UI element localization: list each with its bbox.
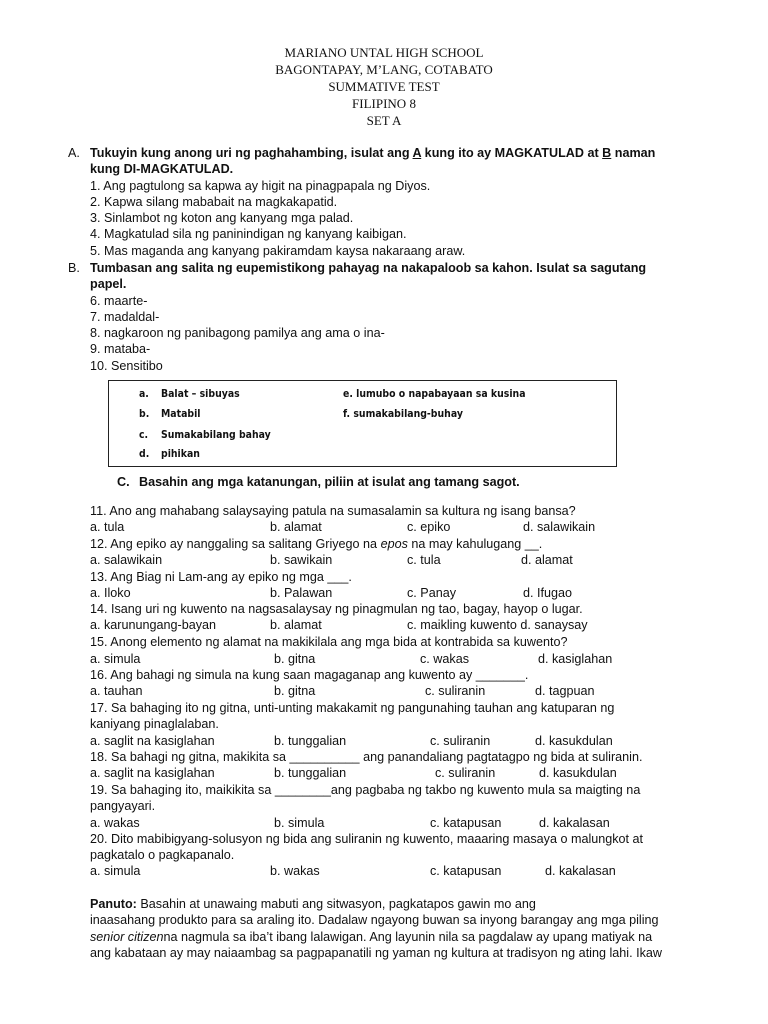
q13-option-c: c. Panay [407, 586, 457, 600]
section-c-instruction: Basahin ang mga katanungan, piliin at isulat ang tamang sagot. [139, 475, 520, 489]
item-10: 10. Sensitibo [90, 359, 163, 373]
q13-option-b: b. Palawan [270, 586, 333, 600]
school-name: MARIANO UNTAL HIGH SCHOOL [284, 45, 484, 60]
choice-b: Matabil [161, 407, 201, 420]
q19-option-a: a. wakas [90, 816, 140, 830]
question-15: 15. Anong elemento ng alamat na makikilala ang mga bida at kontrabida sa kuwento? [90, 635, 568, 649]
q15-option-c: c. wakas [420, 652, 469, 666]
q18-option-a: a. saglit na kasiglahan [90, 766, 215, 780]
choice-b-marker: b. [139, 407, 150, 420]
question-20: 20. Dito mabibigyang-solusyon ng bida ang suliranin ng kuwento, maaaring masaya o malungkot at [90, 832, 644, 846]
section-b-letter: B. [68, 261, 80, 275]
choice-f: f. sumakabilang-buhay [343, 407, 463, 420]
q14-option-a: a. karunungang-bayan [90, 618, 217, 632]
section-a-instruction: Tukuyin kung anong uri ng paghahambing, isulat ang A kung ito ay MAGKATULAD at B naman [90, 146, 656, 160]
q16-option-d: d. tagpuan [535, 684, 595, 698]
choice-c-marker: c. [139, 428, 149, 441]
q16-option-a: a. tauhan [90, 684, 143, 698]
test-type: SUMMATIVE TEST [328, 79, 440, 94]
section-b-instruction-cont: papel. [90, 277, 127, 291]
q13-option-d: d. Ifugao [523, 586, 573, 600]
q11-option-a: a. tula [90, 520, 125, 534]
item-8: 8. nagkaroon ng panibagong pamilya ang ama o ina- [90, 326, 385, 340]
item-5: 5. Mas maganda ang kanyang pakiramdam kaysa nakaraang araw. [90, 244, 466, 258]
q12-option-a: a. salawikain [90, 553, 163, 567]
q12-option-b: b. sawikain [270, 553, 333, 567]
q12-option-c: c. tula [407, 553, 441, 567]
q17-option-c: c. suliranin [430, 734, 491, 748]
section-a-letter: A. [68, 146, 80, 160]
q19-option-c: c. katapusan [430, 816, 502, 830]
q15-option-b: b. gitna [274, 652, 316, 666]
item-9: 9. mataba- [90, 342, 151, 356]
q17-option-d: d. kasukdulan [535, 734, 613, 748]
question-14: 14. Isang uri ng kuwento na nagsasalaysay ng pinagmulan ng tao, bagay, hayop o lugar. [90, 602, 583, 616]
section-b-instruction: Tumbasan ang salita ng eupemistikong pahayag na nakapaloob sa kahon. Isulat sa sagutang [90, 261, 647, 275]
q19-option-d: d. kakalasan [539, 816, 610, 830]
section-a-instruction-cont: kung DI-MAGKATULAD. [90, 162, 234, 176]
q15-option-d: d. kasiglahan [538, 652, 613, 666]
choice-d-marker: d. [139, 447, 150, 460]
q20-option-b: b. wakas [270, 864, 320, 878]
choices-box [108, 380, 617, 467]
question-20-cont: pagkatalo o pagkapanalo. [90, 848, 235, 862]
panuto-line-3: senior citizenna nagmula sa iba’t ibang lalawigan. Ang layunin nila sa pagdalaw ay upang matiyak na [90, 930, 653, 944]
question-11: 11. Ano ang mahabang salaysaying patula na sumasalamin sa kultura ng isang bansa? [90, 504, 576, 518]
test-set: SET A [366, 113, 402, 128]
panuto-line-4: ang kabataan ay may naiaambag sa pagpapanatili ng yaman ng kultura at tradisyon ng ating lahi. Ikaw [90, 946, 662, 960]
q12-option-d: d. alamat [521, 553, 573, 567]
q14-option-b: b. alamat [270, 618, 322, 632]
q17-option-a: a. saglit na kasiglahan [90, 734, 215, 748]
choice-a: Balat – sibuyas [161, 387, 240, 400]
q13-option-a: a. Iloko [90, 586, 131, 600]
q20-option-c: c. katapusan [430, 864, 502, 878]
q20-option-d: d. kakalasan [545, 864, 616, 878]
q11-option-b: b. alamat [270, 520, 322, 534]
q20-option-a: a. simula [90, 864, 141, 878]
item-3: 3. Sinlambot ng koton ang kanyang mga palad. [90, 211, 354, 225]
question-19-cont: pangyayari. [90, 799, 156, 813]
subject: FILIPINO 8 [352, 96, 416, 111]
item-4: 4. Magkatulad sila ng paninindigan ng kanyang kaibigan. [90, 227, 407, 241]
panuto-line-2: inaasahang produkto para sa araling ito. Dadalaw ngayong buwan sa inyong barangay ang mga piling [90, 913, 659, 927]
q18-option-d: d. kasukdulan [539, 766, 617, 780]
section-c-letter: C. [117, 475, 130, 489]
q18-option-c: c. suliranin [435, 766, 496, 780]
q18-option-b: b. tunggalian [274, 766, 347, 780]
item-2: 2. Kapwa silang mababait na magkakapatid. [90, 195, 338, 209]
q16-option-c: c. suliranin [425, 684, 486, 698]
question-19: 19. Sa bahaging ito, maikikita sa ________ang pagbaba ng takbo ng kuwento mula sa maigting na [90, 783, 641, 797]
item-7: 7. madaldal- [90, 310, 160, 324]
choice-a-marker: a. [139, 387, 149, 400]
q11-option-d: d. salawikain [523, 520, 596, 534]
choice-d: pihikan [161, 447, 200, 460]
q14-option-c: c. maikling kuwento d. sanaysay [407, 618, 588, 632]
question-12: 12. Ang epiko ay nanggaling sa salitang Griyego na epos na may kahulugang __. [90, 537, 543, 551]
choice-c: Sumakabilang bahay [161, 428, 271, 441]
question-17: 17. Sa bahaging ito ng gitna, unti-unting makakamit ng pangunahing tauhan ang katuparan ng [90, 701, 615, 715]
q15-option-a: a. simula [90, 652, 141, 666]
question-16: 16. Ang bahagi ng simula na kung saan magaganap ang kuwento ay _______. [90, 668, 529, 682]
item-1: 1. Ang pagtulong sa kapwa ay higit na pinagpapala ng Diyos. [90, 179, 431, 193]
q11-option-c: c. epiko [407, 520, 451, 534]
item-6: 6. maarte- [90, 294, 148, 308]
question-13: 13. Ang Biag ni Lam-ang ay epiko ng mga ___. [90, 570, 352, 584]
q17-option-b: b. tunggalian [274, 734, 347, 748]
question-18: 18. Sa bahagi ng gitna, makikita sa __________ ang panandaliang pagtatagpo ng bida at suliranin. [90, 750, 643, 764]
q16-option-b: b. gitna [274, 684, 316, 698]
question-17-cont: kaniyang pinaglalaban. [90, 717, 219, 731]
choice-e: e. lumubo o napabayaan sa kusina [343, 387, 526, 400]
q19-option-b: b. simula [274, 816, 325, 830]
school-address: BAGONTAPAY, M’LANG, COTABATO [275, 62, 493, 77]
panuto-line-1: Panuto: Basahin at unawaing mabuti ang sitwasyon, pagkatapos gawin mo ang [90, 897, 536, 911]
